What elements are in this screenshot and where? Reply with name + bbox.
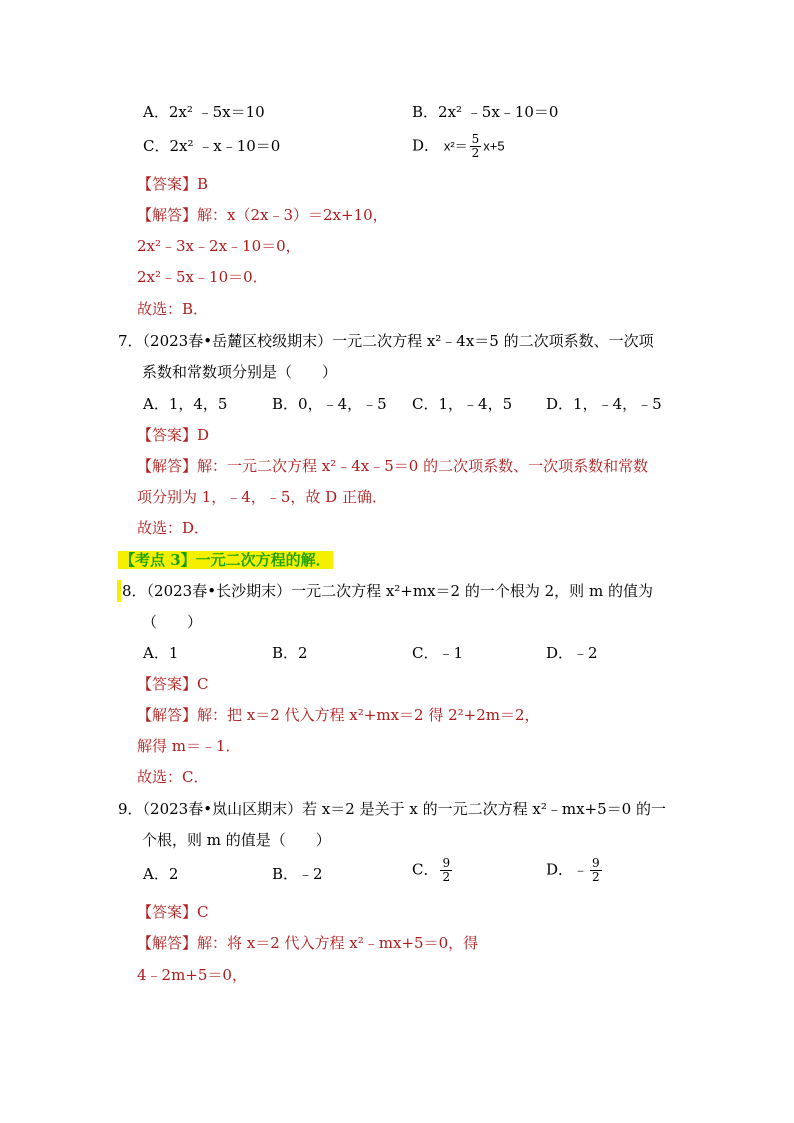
q9-stem-line-2: 个根，则 m 的值是（ ）	[142, 831, 331, 849]
q6-option-d-fraction	[470, 133, 482, 160]
q6-option-d-rhs: x+5	[483, 138, 505, 154]
q9-solution-line-2: 4﹣2m+5＝0，	[137, 966, 247, 984]
q9-option-c-label: C．	[412, 860, 439, 879]
fraction-denominator: 2	[471, 146, 480, 160]
q8-option-c: C．﹣1	[412, 644, 464, 662]
q6-solution-line-2: 2x²﹣3x﹣2x﹣10＝0，	[137, 237, 301, 255]
section-heading-text: 【考点 3】一元二次方程的解．	[120, 551, 331, 569]
fraction-denominator: 2	[592, 870, 600, 884]
q8-solution-line-2: 解得 m＝﹣1．	[137, 737, 241, 755]
q8-option-d: D．﹣2	[546, 644, 598, 662]
q7-solution-line-1: 【解答】解：一元二次方程 x²﹣4x﹣5＝0 的二次项系数、一次项系数和常数	[137, 457, 649, 475]
q9-stem-line-1: 9．（2023春•岚山区期末）若 x＝2 是关于 x 的一元二次方程 x²﹣mx+5＝0 的一	[118, 800, 666, 818]
q6-answer: 【答案】B	[137, 175, 209, 193]
section-heading	[118, 549, 333, 571]
q7-option-d: D．1，﹣4，﹣5	[546, 395, 662, 413]
q8-stem-line-2: （ ）	[142, 613, 203, 631]
q8-answer: 【答案】C	[137, 675, 209, 693]
q6-choose: 故选：B．	[137, 300, 209, 318]
q6-option-d	[412, 133, 505, 160]
q9-answer: 【答案】C	[137, 903, 209, 921]
q7-choose: 故选：D．	[137, 519, 210, 537]
q9-option-c-fraction	[440, 857, 452, 884]
q7-stem-line-1: 7．（2023春•岳麓区校级期末）一元二次方程 x²﹣4x＝5 的二次项系数、一次项	[118, 332, 654, 350]
q7-option-c: C．1，﹣4，5	[412, 395, 513, 413]
q9-option-a: A．2	[143, 865, 179, 883]
q8-option-b: B．2	[272, 644, 308, 662]
q9-solution-line-1: 【解答】解：将 x＝2 代入方程 x²﹣mx+5＝0，得	[137, 934, 479, 952]
q7-option-b: B．0，﹣4，﹣5	[272, 395, 387, 413]
fraction-numerator: 9	[442, 856, 451, 870]
fraction-denominator: 2	[442, 870, 451, 884]
q6-solution-line-3: 2x²﹣5x﹣10＝0．	[137, 268, 268, 286]
q6-option-d-lhs: x²＝	[443, 138, 468, 154]
q7-solution-line-2: 项分别为 1，﹣4，﹣5，故 D 正确．	[137, 488, 387, 506]
q8-choose: 故选：C．	[137, 768, 209, 786]
q7-answer: 【答案】D	[137, 426, 210, 444]
q9-option-d-fraction	[590, 857, 602, 884]
q6-option-b: B．2x² ﹣5x﹣10＝0	[412, 103, 559, 121]
fraction-numerator: 5	[471, 132, 480, 146]
q6-option-d-label: D．	[412, 136, 440, 155]
q9-option-b: B．﹣2	[272, 865, 323, 883]
q9-option-c	[412, 857, 454, 884]
q6-option-c: C．2x² ﹣x﹣10＝0	[143, 137, 281, 155]
q8-solution-line-1: 【解答】解：把 x＝2 代入方程 x²+mx＝2 得 2²+2m＝2，	[137, 706, 540, 724]
q7-stem-line-2: 系数和常数项分别是（ ）	[142, 363, 338, 381]
q8-stem-line-1: 8．（2023春•长沙期末）一元二次方程 x²+mx＝2 的一个根为 2，则 m 的值为	[122, 582, 653, 600]
q9-option-d-label: D．﹣	[546, 860, 589, 879]
q6-solution-line-1: 【解答】解：x（2x﹣3）＝2x+10，	[137, 206, 388, 224]
q8-option-a: A．1	[143, 644, 179, 662]
highlight-marker	[117, 580, 121, 602]
fraction-numerator: 9	[592, 856, 600, 870]
q6-option-a: A．2x² ﹣5x＝10	[143, 103, 265, 121]
q9-option-d	[546, 857, 604, 884]
q7-option-a: A．1，4，5	[143, 395, 228, 413]
